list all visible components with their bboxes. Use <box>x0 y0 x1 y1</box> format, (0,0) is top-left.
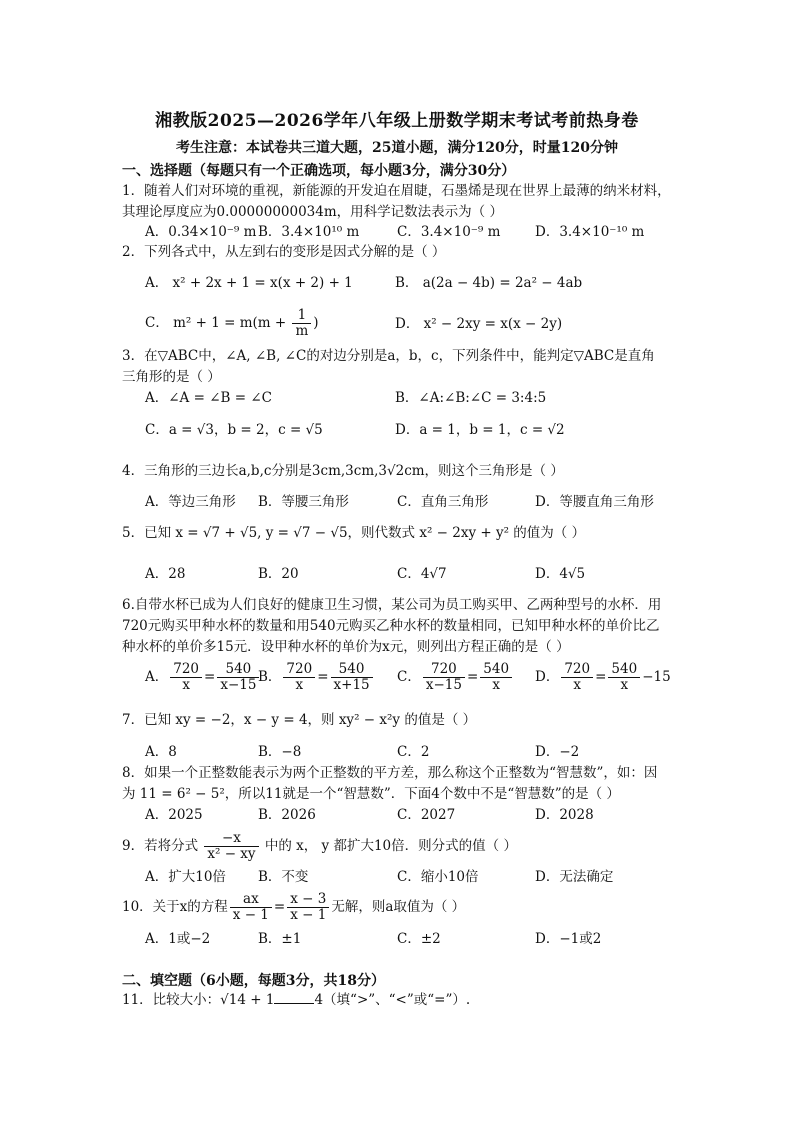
q8-stem-line2: 为 11 = 6² − 5²，所以11就是一个“智慧数”．下面4个数中不是“智慧数”的是（ ） <box>122 786 620 802</box>
q6-stem-line1: 6.自带水杯已成为人们良好的健康卫生习惯，某公司为员工购买甲、乙两种型号的水杯．用 <box>122 597 662 613</box>
q8-stem-line1: 8．如果一个正整数能表示为两个正整数的平方差，那么称这个正整数为“智慧数”，如：因 <box>122 765 658 781</box>
q5-option-b: B．20 <box>258 566 299 582</box>
q7-stem: 7．已知 xy = −2，x − y = 4，则 xy² − x²y 的值是（ ） <box>122 712 477 728</box>
q11-stem-post: 4（填“>”、“<”或“=”）. <box>314 992 471 1008</box>
q1-option-d: D．3.4×10⁻¹⁰ m <box>535 224 645 240</box>
q5-stem: 5．已知 x = √7 + √5, y = √7 − √5，则代数式 x² − 2xy + y² 的值为（ ） <box>122 525 586 541</box>
answer-blank[interactable] <box>274 991 314 1004</box>
q3-option-c: C．a = √3，b = 2，c = √5 <box>145 422 323 438</box>
q4-stem: 4．三角形的三边长a,b,c分别是3cm,3cm,3√2cm，则这个三角形是（ ） <box>122 463 564 479</box>
q9-option-a: A．扩大10倍 <box>145 869 226 885</box>
q10-fraction-left <box>230 892 272 923</box>
q8-option-b: B．2026 <box>258 807 316 823</box>
q9-stem-post: 中的 x， y 都扩大10倍．则分式的值（ ） <box>264 838 517 854</box>
option-label: C． <box>397 669 421 685</box>
q3-option-a: A．∠A = ∠B = ∠C <box>145 390 272 406</box>
q1-stem-line2: 其理论厚度应为0.00000000034m，用科学记数法表示为（ ） <box>122 204 503 220</box>
q7-option-b: B．−8 <box>258 744 302 760</box>
q5-option-c: C．4√7 <box>397 566 447 582</box>
fraction-denominator: x+15 <box>333 677 370 693</box>
q2-option-c-fraction <box>292 308 311 339</box>
q10-stem-pre: 10．关于x的方程 <box>122 899 228 915</box>
fraction-denominator: x − 1 <box>232 907 269 923</box>
q6-option-c <box>397 660 514 694</box>
equals-sign: = <box>273 899 286 915</box>
q8-option-a: A．2025 <box>145 807 203 823</box>
fraction-denominator: x−15 <box>425 677 462 693</box>
fraction-denominator: x <box>620 677 629 693</box>
fraction <box>331 662 373 693</box>
fraction <box>561 662 593 693</box>
fraction-numerator: 720 <box>561 662 593 678</box>
fraction <box>608 662 640 693</box>
q7-option-a: A．8 <box>145 744 177 760</box>
fraction-denominator: x <box>492 677 500 693</box>
q6-option-b <box>258 660 375 694</box>
q8-option-c: C．2027 <box>397 807 456 823</box>
option-label: A． <box>145 669 169 685</box>
fraction-denominator: x <box>182 677 190 693</box>
q4-option-b: B．等腰三角形 <box>258 494 349 510</box>
option-label: B． <box>258 669 282 685</box>
q3-option-d: D．a = 1，b = 1，c = √2 <box>395 422 565 438</box>
fraction-denominator: x−15 <box>220 677 257 693</box>
q2-option-c-post: ) <box>313 315 319 331</box>
fraction <box>217 662 259 693</box>
q3-stem-line1: 3．在▽ABC中，∠A, ∠B, ∠C的对边分别是a，b，c，下列条件中，能判定▽ABC是直角 <box>122 348 655 364</box>
q4-option-d: D．等腰直角三角形 <box>535 494 654 510</box>
q2-stem: 2．下列各式中，从左到右的变形是因式分解的是（ ） <box>122 244 446 260</box>
q6-stem-line2: 720元购买甲种水杯的数量和用540元购买乙种水杯的数量相同，已知甲种水杯的单价比乙 <box>122 618 660 634</box>
q10-option-d: D．−1或2 <box>535 931 602 947</box>
q2-option-b: B． a(2a − 4b) = 2a² − 4ab <box>395 275 583 291</box>
q7-option-c: C．2 <box>397 744 430 760</box>
fraction-numerator: 540 <box>217 662 259 678</box>
q1-stem-line1: 1．随着人们对环境的重视，新能源的开发迫在眉睫，石墨烯是现在世界上最薄的纳米材料， <box>122 183 671 199</box>
fraction-numerator: 720 <box>170 662 202 678</box>
equals-sign: = <box>595 669 607 685</box>
q1-option-a: A．0.34×10⁻⁹ m <box>145 224 257 240</box>
q9-stem <box>122 829 517 863</box>
q10-option-b: B．±1 <box>258 931 302 947</box>
q1-option-c: C．3.4×10⁻⁹ m <box>397 224 501 240</box>
q8-option-d: D．2028 <box>535 807 594 823</box>
equals-sign: = <box>204 669 216 685</box>
q3-option-b: B．∠A:∠B:∠C = 3:4:5 <box>395 390 547 406</box>
q9-option-c: C．缩小10倍 <box>397 869 479 885</box>
q4-option-c: C．直角三角形 <box>397 494 489 510</box>
q10-fraction-right <box>287 892 329 923</box>
q2-option-d: D． x² − 2xy = x(x − 2y) <box>395 316 563 332</box>
q10-stem <box>122 890 465 924</box>
fraction-numerator: 720 <box>423 662 465 678</box>
exam-title: 湘教版2025—2026学年八年级上册数学期末考试考前热身卷 <box>155 111 639 131</box>
fraction-numerator: ax <box>230 892 272 908</box>
q7-option-d: D．−2 <box>535 744 580 760</box>
q6-stem-line3: 种水杯的单价多15元．设甲种水杯的单价为x元，则列出方程正确的是（ ） <box>122 639 570 655</box>
fraction-numerator: 720 <box>283 662 315 678</box>
q5-option-a: A．28 <box>145 566 186 582</box>
q4-option-a: A．等边三角形 <box>145 494 236 510</box>
fraction <box>423 662 465 693</box>
q6-option-a <box>145 660 261 694</box>
section-heading-choice: 一、选择题（每题只有一个正确选项，每小题3分，满分30分） <box>122 163 516 179</box>
fraction-numerator: −x <box>204 831 258 847</box>
equals-sign: = <box>466 669 479 685</box>
q2-option-c <box>145 305 319 341</box>
q1-option-b: B．3.4×10¹⁰ m <box>258 224 360 240</box>
fraction <box>283 662 315 693</box>
fraction-numerator: 540 <box>608 662 640 678</box>
fraction-denominator: x <box>295 677 304 693</box>
fraction-numerator: 540 <box>331 662 373 678</box>
q10-option-c: C．±2 <box>397 931 441 947</box>
q9-stem-pre: 9．若将分式 <box>122 838 199 854</box>
fraction-numerator: 540 <box>480 662 512 678</box>
fraction-denominator: x <box>573 677 582 693</box>
exam-notice: 考生注意：本试卷共三道大题，25道小题，满分120分，时量120分钟 <box>176 140 618 156</box>
q5-option-d: D．4√5 <box>535 566 586 582</box>
q11-stem-pre: 11．比较大小：√14 + 1 <box>122 992 275 1008</box>
fraction-denominator: x − 1 <box>290 907 327 923</box>
fraction-numerator: x − 3 <box>287 892 329 908</box>
q9-option-b: B．不变 <box>258 869 309 885</box>
fraction-numerator: 1 <box>292 308 311 324</box>
q11-stem <box>122 990 470 1010</box>
fraction <box>170 662 202 693</box>
fraction-denominator: m <box>295 323 309 339</box>
q2-option-a: A． x² + 2x + 1 = x(x + 2) + 1 <box>145 275 353 291</box>
fraction <box>480 662 512 693</box>
section-heading-fill: 二、填空题（6小题，每题3分，共18分） <box>122 973 385 989</box>
q10-option-a: A．1或−2 <box>145 931 211 947</box>
equals-sign: = <box>317 669 329 685</box>
q10-stem-post: 无解，则a取值为（ ） <box>331 899 466 915</box>
option-label: D． <box>535 669 560 685</box>
option-d-tail: −15 <box>642 669 671 685</box>
q9-fraction <box>204 831 258 862</box>
q9-option-d: D．无法确定 <box>535 869 614 885</box>
q2-option-c-pre: C． m² + 1 = m(m + <box>145 315 291 331</box>
fraction-denominator: x² − xy <box>207 846 256 862</box>
q6-option-d <box>535 660 671 694</box>
q3-stem-line2: 三角形的是（ ） <box>122 369 221 385</box>
